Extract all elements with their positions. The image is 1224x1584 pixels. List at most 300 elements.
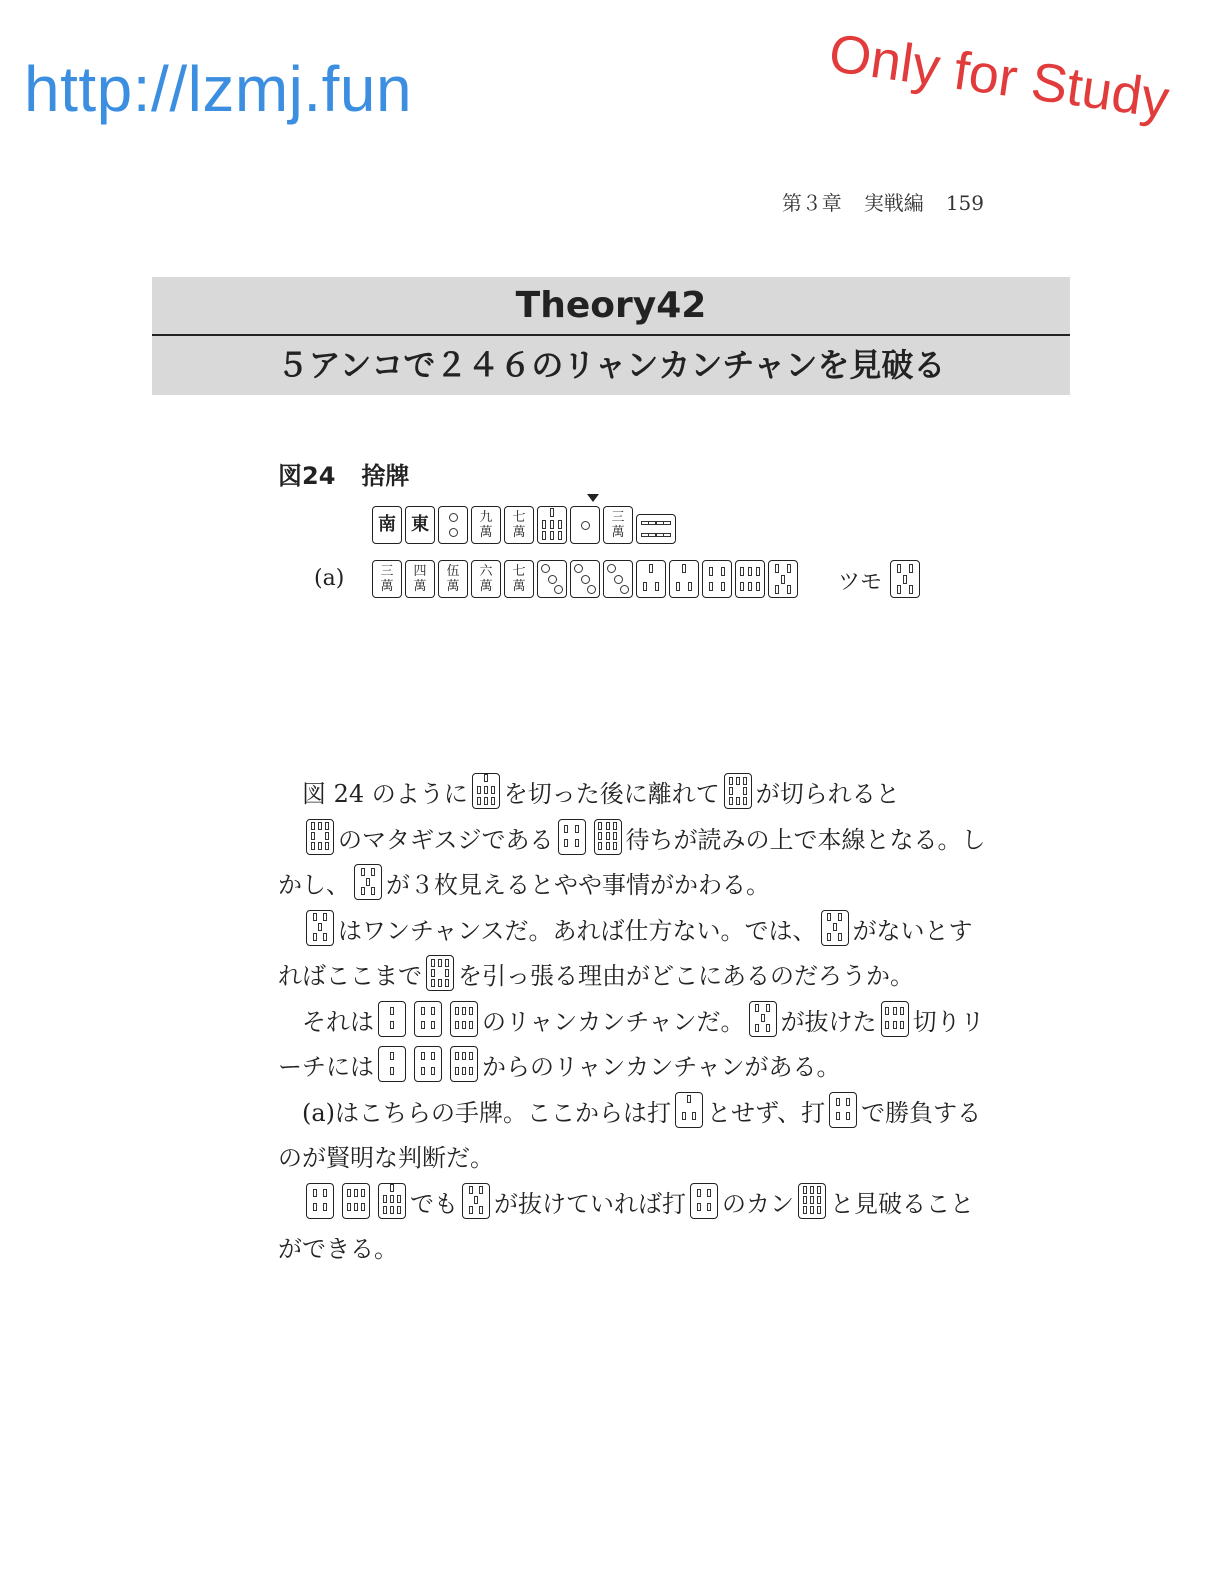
sideways-bamboo-tile-icon	[636, 514, 676, 544]
bamboo-stick-icon	[558, 520, 562, 529]
bamboo-stick-icon	[311, 842, 315, 850]
bamboo-stick-icon	[709, 567, 713, 576]
bamboo-stick-icon	[477, 797, 481, 805]
bamboo-stick-icon	[740, 567, 744, 576]
bamboo-stick-icon	[550, 531, 554, 540]
bamboo-stick-icon	[575, 839, 579, 847]
page-number: 159	[945, 191, 984, 215]
tsumo-label	[838, 565, 882, 596]
bamboo-stick-icon	[431, 1052, 435, 1060]
bamboo-stick-icon	[736, 797, 740, 805]
bamboo-stick-icon	[787, 564, 791, 573]
honor-character: 東	[411, 514, 429, 535]
bamboo-stick-icon	[761, 1014, 765, 1022]
bamboo-stick-icon	[838, 933, 842, 941]
bamboo-stick-icon	[606, 842, 610, 850]
character-tile-icon	[603, 506, 633, 544]
figure-caption	[278, 456, 409, 491]
bamboo-stick-icon	[474, 1196, 478, 1204]
body-text-run: を引っ張る理由がどこにあるのだろうか。	[458, 962, 914, 990]
bamboo-stick-icon	[325, 832, 329, 840]
riichi-marker-icon	[587, 494, 599, 502]
bamboo-stick-icon	[748, 567, 752, 576]
tile-number: 四	[413, 564, 427, 579]
pin-dot-icon	[607, 564, 616, 573]
bamboo-stick-icon	[347, 1203, 351, 1211]
figure-label: 捨牌	[361, 462, 410, 490]
bamboo-stick-icon	[455, 1021, 459, 1029]
bamboo-stick-icon	[893, 1021, 897, 1029]
bamboo-stick-icon	[484, 797, 488, 805]
bamboo-stick-icon	[390, 1007, 394, 1015]
hand-row	[372, 560, 801, 598]
bamboo-stick-icon	[455, 1052, 459, 1060]
bamboo-stick-icon	[810, 1196, 814, 1204]
bamboo-tile-icon	[890, 560, 920, 598]
character-tile-label	[413, 564, 426, 594]
bamboo-stick-icon	[313, 1189, 317, 1197]
bamboo-stick-icon	[318, 923, 322, 931]
body-text-run: で勝負するのが賢明な判断だ。	[278, 1098, 982, 1172]
character-tile-icon	[504, 560, 534, 598]
bamboo-stick-icon	[455, 1007, 459, 1015]
bamboo-stick-icon	[564, 839, 568, 847]
inline-bamboo-tile-icon	[354, 864, 382, 900]
body-text-run: のリャンカンチャンだ。	[482, 1007, 745, 1036]
circle-tile-icon	[438, 506, 468, 544]
bamboo-stick-icon	[390, 1021, 394, 1029]
bamboo-stick-icon	[318, 822, 322, 830]
bamboo-stick-icon	[371, 868, 375, 876]
bamboo-stick-icon	[766, 1004, 770, 1012]
bamboo-stick-icon	[736, 777, 740, 785]
pin-dot-icon	[620, 585, 629, 594]
bamboo-stick-icon	[755, 1004, 759, 1012]
bamboo-stick-icon	[491, 797, 495, 805]
theory-title: Theory42	[515, 285, 707, 326]
tile-suit: 萬	[512, 525, 526, 540]
inline-bamboo-tile-icon	[798, 1183, 826, 1219]
bamboo-stick-icon	[325, 822, 329, 830]
bamboo-stick-icon	[836, 1112, 840, 1120]
tile-number: 六	[479, 564, 493, 579]
bamboo-stick-icon	[909, 564, 913, 573]
bamboo-stick-icon	[707, 1189, 711, 1197]
pin-dot-icon	[614, 575, 623, 584]
bamboo-stick-icon	[421, 1052, 425, 1060]
bamboo-stick-icon	[817, 1196, 821, 1204]
bamboo-stick-icon	[575, 825, 579, 833]
bamboo-stick-icon	[748, 582, 752, 591]
bamboo-stick-icon	[775, 564, 779, 573]
inline-bamboo-tile-icon	[472, 773, 500, 809]
inline-bamboo-tile-icon	[414, 1001, 442, 1037]
bamboo-stick-icon	[613, 832, 617, 840]
bamboo-stick-icon	[421, 1021, 425, 1029]
bamboo-stick-icon	[445, 969, 449, 977]
inline-bamboo-tile-icon	[821, 910, 849, 946]
bamboo-stick-icon	[462, 1067, 466, 1075]
bamboo-stick-icon	[469, 1052, 473, 1060]
bamboo-stick-icon	[361, 1189, 365, 1197]
body-text-run: が３枚見えるとやや事情がかわる。	[386, 871, 770, 899]
bamboo-stick-icon	[692, 1112, 696, 1120]
tile-number: 三	[380, 564, 394, 579]
bamboo-stick-icon	[643, 582, 647, 591]
tsumo-text: ツモ	[838, 570, 883, 595]
bamboo-stick-icon	[469, 1021, 473, 1029]
bamboo-stick-icon	[325, 842, 329, 850]
title-band	[152, 277, 1070, 395]
hand-label: (a)	[314, 566, 345, 591]
bamboo-stick-icon	[838, 913, 842, 921]
body-paragraph	[278, 772, 986, 818]
bamboo-stick-icon	[397, 1206, 401, 1214]
body-text-run: のマタギスジである	[338, 825, 554, 854]
bamboo-stick-icon	[663, 521, 671, 525]
inline-bamboo-tile-icon	[342, 1183, 370, 1219]
bamboo-stick-icon	[390, 1206, 394, 1214]
body-text-run: はワンチャンスだ。あれば仕方ない。では、	[338, 916, 817, 945]
bamboo-stick-icon	[479, 1206, 483, 1214]
bamboo-tile-icon	[537, 506, 567, 544]
bamboo-stick-icon	[743, 787, 747, 795]
bamboo-stick-icon	[606, 822, 610, 830]
body-text-run: がないとすればここまで	[278, 916, 973, 990]
bamboo-stick-icon	[323, 933, 327, 941]
bamboo-stick-icon	[361, 868, 365, 876]
character-tile-label	[479, 510, 492, 540]
bamboo-stick-icon	[438, 959, 442, 967]
tile-number: 三	[611, 510, 625, 525]
character-tile-icon	[438, 560, 468, 598]
bamboo-stick-icon	[688, 582, 692, 591]
body-text-run: それは	[302, 1007, 374, 1036]
circle-tile-icon	[570, 506, 600, 544]
pin-dot-icon	[548, 575, 557, 584]
bamboo-stick-icon	[721, 567, 725, 576]
bamboo-stick-icon	[755, 1024, 759, 1032]
tile-number: 七	[512, 510, 526, 525]
bamboo-stick-icon	[313, 913, 317, 921]
inline-bamboo-tile-icon	[414, 1046, 442, 1082]
inline-bamboo-tile-icon	[594, 819, 622, 855]
inline-bamboo-tile-icon	[690, 1183, 718, 1219]
bamboo-stick-icon	[323, 1189, 327, 1197]
body-text	[278, 772, 986, 1273]
bamboo-stick-icon	[313, 933, 317, 941]
inline-bamboo-tile-icon	[378, 1183, 406, 1219]
bamboo-stick-icon	[885, 1007, 889, 1015]
watermark-url: http://lzmj.fun	[24, 53, 413, 125]
bamboo-stick-icon	[613, 822, 617, 830]
bamboo-stick-icon	[542, 520, 546, 529]
bamboo-stick-icon	[682, 1112, 686, 1120]
bamboo-stick-icon	[421, 1067, 425, 1075]
watermark-study: Only for Study	[825, 22, 1173, 131]
bamboo-tile-icon	[735, 560, 765, 598]
bamboo-stick-icon	[743, 777, 747, 785]
body-text-run: 待ちが読みの上で本線となる。しかし、	[278, 825, 986, 899]
bamboo-stick-icon	[817, 1186, 821, 1194]
bamboo-stick-icon	[323, 913, 327, 921]
bamboo-tile-icon	[636, 560, 666, 598]
inline-bamboo-tile-icon	[462, 1183, 490, 1219]
bamboo-stick-icon	[564, 825, 568, 833]
tile-number: 七	[512, 564, 526, 579]
bamboo-stick-icon	[462, 1007, 466, 1015]
inline-bamboo-tile-icon	[558, 819, 586, 855]
character-tile-icon	[405, 560, 435, 598]
running-head	[782, 187, 984, 216]
bamboo-stick-icon	[469, 1206, 473, 1214]
bamboo-stick-icon	[827, 933, 831, 941]
bamboo-stick-icon	[445, 979, 449, 987]
circle-tile-icon	[570, 560, 600, 598]
bamboo-stick-icon	[903, 575, 907, 584]
inline-bamboo-tile-icon	[306, 1183, 334, 1219]
bamboo-stick-icon	[766, 1024, 770, 1032]
honor-tile-icon	[372, 506, 402, 544]
tile-suit: 萬	[512, 579, 526, 594]
bamboo-stick-icon	[366, 878, 370, 886]
bamboo-stick-icon	[900, 1007, 904, 1015]
pin-dot-icon	[449, 528, 458, 537]
bamboo-stick-icon	[663, 533, 671, 537]
honor-character: 南	[378, 514, 396, 535]
bamboo-stick-icon	[383, 1206, 387, 1214]
bamboo-stick-icon	[743, 797, 747, 805]
section-label: 実戦編	[863, 191, 924, 215]
bamboo-stick-icon	[721, 582, 725, 591]
tile-suit: 萬	[413, 579, 427, 594]
bamboo-stick-icon	[676, 582, 680, 591]
bamboo-stick-icon	[479, 1186, 483, 1194]
bamboo-stick-icon	[558, 531, 562, 540]
chapter-label: 第３章	[781, 191, 842, 215]
bamboo-stick-icon	[361, 887, 365, 895]
bamboo-stick-icon	[682, 564, 686, 573]
bamboo-stick-icon	[697, 1189, 701, 1197]
bamboo-stick-icon	[827, 913, 831, 921]
bamboo-stick-icon	[846, 1112, 850, 1120]
bamboo-stick-icon	[431, 1067, 435, 1075]
bamboo-tile-icon	[669, 560, 699, 598]
inline-bamboo-tile-icon	[829, 1092, 857, 1128]
bamboo-stick-icon	[833, 923, 837, 931]
bamboo-stick-icon	[803, 1196, 807, 1204]
bamboo-stick-icon	[361, 1203, 365, 1211]
bamboo-stick-icon	[462, 1021, 466, 1029]
bamboo-stick-icon	[455, 1067, 459, 1075]
body-text-run: からのリャンカンチャンがある。	[482, 1053, 841, 1081]
bamboo-stick-icon	[729, 777, 733, 785]
bamboo-stick-icon	[390, 1052, 394, 1060]
bamboo-stick-icon	[781, 575, 785, 584]
bamboo-stick-icon	[469, 1186, 473, 1194]
bamboo-stick-icon	[431, 1021, 435, 1029]
bamboo-stick-icon	[775, 585, 779, 594]
inline-bamboo-tile-icon	[378, 1001, 406, 1037]
bamboo-stick-icon	[649, 564, 653, 573]
bamboo-stick-icon	[756, 567, 760, 576]
inline-bamboo-tile-icon	[675, 1092, 703, 1128]
discard-row	[372, 506, 676, 544]
bamboo-stick-icon	[311, 822, 315, 830]
character-tile-label	[512, 564, 525, 594]
pin-dot-icon	[554, 585, 563, 594]
bamboo-stick-icon	[550, 520, 554, 529]
bamboo-stick-icon	[318, 842, 322, 850]
bamboo-stick-icon	[598, 832, 602, 840]
bamboo-stick-icon	[484, 774, 488, 782]
bamboo-stick-icon	[817, 1206, 821, 1214]
bamboo-stick-icon	[606, 832, 610, 840]
inline-bamboo-tile-icon	[306, 910, 334, 946]
body-text-run: を切った後に離れて	[503, 780, 720, 808]
character-tile-icon	[471, 560, 501, 598]
bamboo-stick-icon	[371, 887, 375, 895]
bamboo-stick-icon	[421, 1007, 425, 1015]
bamboo-stick-icon	[469, 1067, 473, 1075]
body-text-run: とせず、打	[707, 1098, 826, 1127]
inline-bamboo-tile-icon	[450, 1046, 478, 1082]
bamboo-stick-icon	[390, 1067, 394, 1075]
bamboo-stick-icon	[897, 585, 901, 594]
body-text-run: (a)はこちらの手牌。ここからは打	[302, 1098, 672, 1127]
body-paragraph	[278, 1000, 986, 1091]
tile-suit: 萬	[446, 579, 460, 594]
bamboo-stick-icon	[431, 959, 435, 967]
bamboo-stick-icon	[909, 585, 913, 594]
character-tile-icon	[372, 560, 402, 598]
character-tile-label	[446, 564, 459, 594]
bamboo-stick-icon	[390, 1195, 394, 1203]
pin-dot-icon	[541, 564, 550, 573]
body-paragraph	[278, 1091, 986, 1182]
character-tile-label	[512, 510, 525, 540]
tile-suit: 萬	[611, 525, 625, 540]
bamboo-stick-icon	[810, 1206, 814, 1214]
tile-suit: 萬	[479, 525, 493, 540]
bamboo-stick-icon	[787, 585, 791, 594]
bamboo-stick-icon	[613, 842, 617, 850]
character-tile-label	[380, 564, 393, 594]
tile-suit: 萬	[380, 579, 394, 594]
character-tile-label	[479, 564, 492, 594]
pin-dot-icon	[449, 513, 458, 522]
bamboo-stick-icon	[707, 1203, 711, 1211]
inline-bamboo-tile-icon	[450, 1001, 478, 1037]
bamboo-stick-icon	[323, 1203, 327, 1211]
bamboo-stick-icon	[383, 1195, 387, 1203]
body-text-run: 図 24 のように	[302, 780, 468, 808]
bamboo-stick-icon	[803, 1186, 807, 1194]
body-text-run: が抜けていれば打	[494, 1189, 686, 1218]
bamboo-stick-icon	[885, 1021, 889, 1029]
body-paragraph	[278, 909, 986, 1000]
body-paragraph	[278, 1182, 986, 1273]
inline-bamboo-tile-icon	[881, 1001, 909, 1037]
bamboo-stick-icon	[469, 1007, 473, 1015]
bamboo-tile-icon	[768, 560, 798, 598]
body-text-run: 切りリーチには	[278, 1007, 985, 1081]
tsumo-tile-row	[890, 560, 923, 598]
honor-tile-icon	[405, 506, 435, 544]
bamboo-stick-icon	[729, 787, 733, 795]
bamboo-stick-icon	[598, 842, 602, 850]
bamboo-stick-icon	[550, 508, 554, 517]
character-tile-icon	[504, 506, 534, 544]
bamboo-stick-icon	[397, 1195, 401, 1203]
pin-dot-icon	[581, 521, 590, 530]
bamboo-stick-icon	[803, 1206, 807, 1214]
tile-suit: 萬	[479, 579, 493, 594]
bamboo-stick-icon	[756, 582, 760, 591]
bamboo-tile-icon	[702, 560, 732, 598]
body-text-run: のカン	[722, 1189, 794, 1218]
bamboo-stick-icon	[709, 582, 713, 591]
bamboo-stick-icon	[431, 969, 435, 977]
bamboo-stick-icon	[484, 786, 488, 794]
bamboo-stick-icon	[897, 564, 901, 573]
character-tile-icon	[471, 506, 501, 544]
bamboo-stick-icon	[354, 1203, 358, 1211]
figure-number: 図24	[278, 462, 336, 490]
body-text-run: が切られると	[755, 780, 900, 808]
bamboo-stick-icon	[740, 582, 744, 591]
bamboo-stick-icon	[655, 582, 659, 591]
bamboo-stick-icon	[438, 979, 442, 987]
inline-bamboo-tile-icon	[378, 1046, 406, 1082]
pin-dot-icon	[581, 575, 590, 584]
bamboo-stick-icon	[311, 832, 315, 840]
inline-bamboo-tile-icon	[749, 1001, 777, 1037]
tile-number: 伍	[446, 564, 460, 579]
circle-tile-icon	[603, 560, 633, 598]
bamboo-stick-icon	[354, 1189, 358, 1197]
bamboo-stick-icon	[893, 1007, 897, 1015]
bamboo-stick-icon	[900, 1021, 904, 1029]
bamboo-stick-icon	[431, 1007, 435, 1015]
bamboo-stick-icon	[477, 786, 481, 794]
bamboo-stick-icon	[846, 1098, 850, 1106]
bamboo-stick-icon	[687, 1095, 691, 1103]
bamboo-stick-icon	[462, 1052, 466, 1060]
bamboo-stick-icon	[431, 979, 435, 987]
bamboo-stick-icon	[491, 786, 495, 794]
character-tile-label	[611, 510, 624, 540]
body-text-run: が抜けた	[780, 1007, 877, 1036]
tile-number: 九	[479, 510, 493, 525]
theory-subtitle: ５アンコで２４６のリャンカンチャンを見破る	[276, 346, 946, 384]
bamboo-stick-icon	[836, 1098, 840, 1106]
inline-bamboo-tile-icon	[426, 955, 454, 991]
pin-dot-icon	[574, 564, 583, 573]
bamboo-stick-icon	[390, 1184, 394, 1192]
bamboo-stick-icon	[810, 1186, 814, 1194]
bamboo-stick-icon	[598, 822, 602, 830]
body-text-run: でも	[410, 1189, 458, 1218]
inline-bamboo-tile-icon	[306, 819, 334, 855]
bamboo-stick-icon	[542, 531, 546, 540]
bamboo-stick-icon	[445, 959, 449, 967]
inline-bamboo-tile-icon	[724, 773, 752, 809]
bamboo-stick-icon	[347, 1189, 351, 1197]
bamboo-stick-icon	[313, 1203, 317, 1211]
body-paragraph	[278, 818, 986, 909]
pin-dot-icon	[587, 585, 596, 594]
